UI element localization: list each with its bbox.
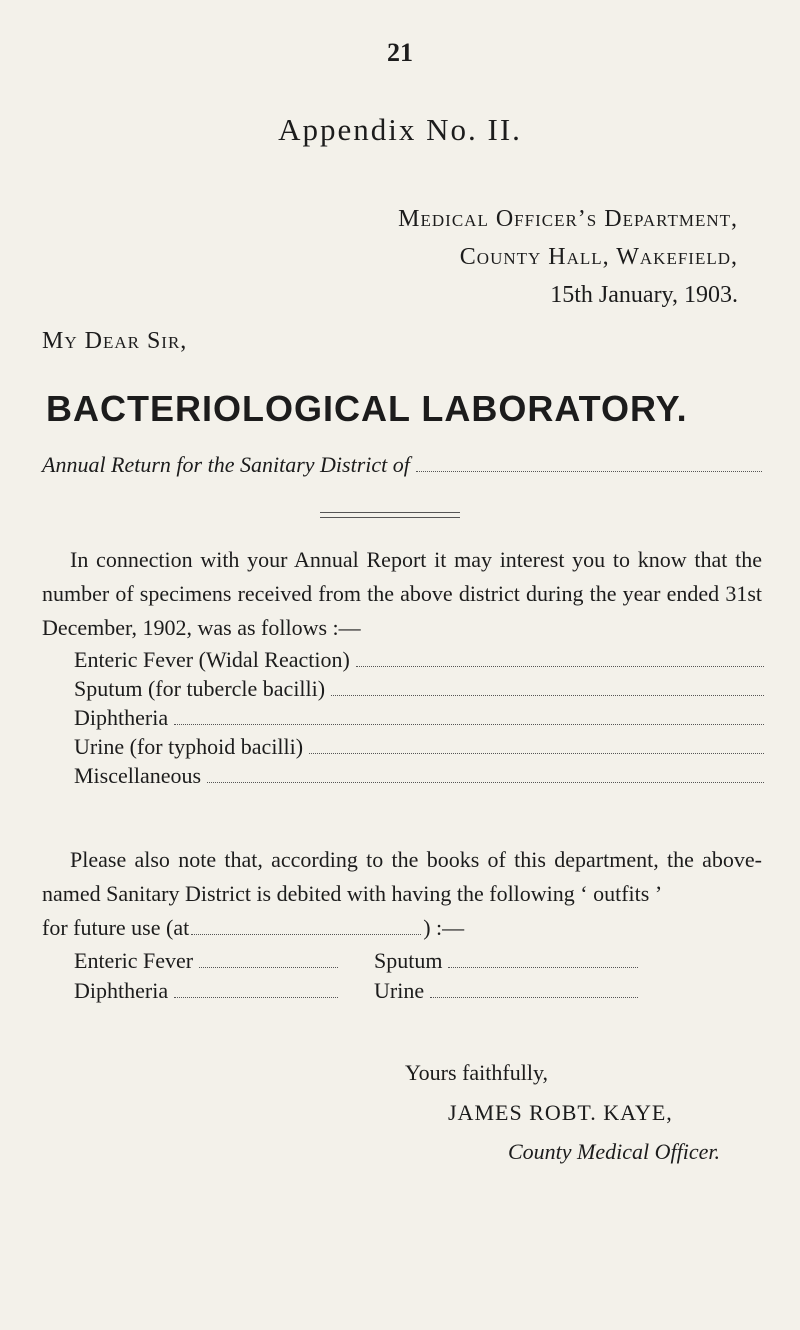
outfits-row xyxy=(74,978,674,1008)
signatory-title: County Medical Officer. xyxy=(508,1139,721,1164)
closing-phrase: Yours faithfully, xyxy=(405,1060,549,1085)
outfit-blank xyxy=(199,951,338,968)
outfits-paragraph-text: Please also note that, according to the books of this department, the above-named Sanitary District is debited with having the following ‘ outfits ’ xyxy=(42,847,762,906)
divider-rule xyxy=(320,512,460,522)
specimen-label: Miscellaneous xyxy=(74,763,202,788)
specimen-row xyxy=(74,734,764,763)
specimen-blank xyxy=(174,708,764,725)
specimen-label: Enteric Fever (Widal Reaction) xyxy=(74,647,350,672)
specimen-list xyxy=(74,647,764,792)
intro-paragraph-text: In connection with your Annual Report it may interest you to know that the number of specimens received from the above district during the year ended 31st December, 1902, was as follows :— xyxy=(42,547,762,640)
outfit-item-urine xyxy=(374,978,674,1004)
outfits-line xyxy=(42,911,762,945)
intro-paragraph xyxy=(42,543,762,645)
specimen-blank xyxy=(356,650,764,667)
outfit-label: Urine xyxy=(374,978,425,1003)
specimen-label: Diphtheria xyxy=(74,705,169,730)
outfits-row xyxy=(74,948,674,978)
specimen-row xyxy=(74,763,764,792)
outfit-item-enteric xyxy=(74,948,374,974)
specimen-blank xyxy=(309,737,764,754)
outfits-prefix: for future use (at xyxy=(42,915,190,940)
annual-return-line xyxy=(42,452,762,478)
specimen-label: Sputum (for tubercle bacilli) xyxy=(74,676,326,701)
specimen-blank xyxy=(207,766,764,783)
outfits-location-blank xyxy=(191,916,421,935)
annual-return-label: Annual Return for the Sanitary District of xyxy=(42,452,410,477)
specimen-row xyxy=(74,676,764,705)
outfits-list xyxy=(74,948,674,1008)
outfit-item-sputum xyxy=(374,948,674,974)
laboratory-heading: BACTERIOLOGICAL LABORATORY. xyxy=(46,388,688,429)
outfit-blank xyxy=(448,951,638,968)
outfit-label: Enteric Fever xyxy=(74,948,194,973)
specimen-row xyxy=(74,705,764,734)
outfit-label: Diphtheria xyxy=(74,978,169,1003)
outfits-suffix: ) :— xyxy=(423,915,465,940)
appendix-title: Appendix No. II. xyxy=(278,112,522,147)
outfit-blank xyxy=(174,981,338,998)
salutation: My Dear Sir, xyxy=(42,328,188,354)
address-department: Medical Officer’s Department, xyxy=(398,206,738,232)
page-number: 21 xyxy=(387,38,413,67)
sender-address xyxy=(398,200,738,314)
district-blank xyxy=(416,453,762,472)
specimen-row xyxy=(74,647,764,676)
specimen-label: Urine (for typhoid bacilli) xyxy=(74,734,304,759)
letter-date: 15th January, 1903. xyxy=(550,282,738,308)
specimen-blank xyxy=(331,679,764,696)
signatory-name: JAMES ROBT. KAYE, xyxy=(448,1100,673,1125)
outfits-paragraph xyxy=(42,843,762,945)
outfit-label: Sputum xyxy=(374,948,443,973)
address-location: County Hall, Wakefield, xyxy=(459,244,738,270)
outfit-item-diphtheria xyxy=(74,978,374,1004)
outfit-blank xyxy=(430,981,638,998)
